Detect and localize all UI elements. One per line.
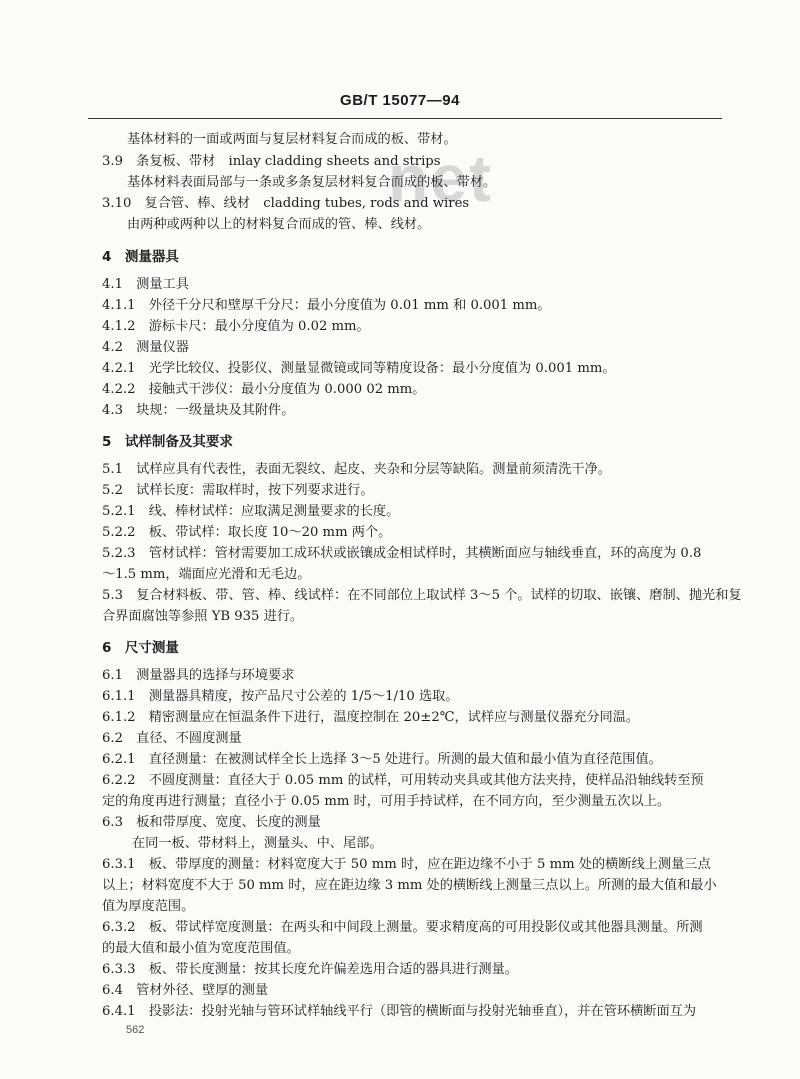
text-line: 以上；材料宽度不大于 50 mm 时，应在距边缘 3 mm 处的横断线上测量三点以上。所测的最大值和最小 xyxy=(102,878,717,893)
text-line: 基体材料的一面或两面与复层材料复合而成的板、带材。 xyxy=(127,132,457,147)
text-line: 由两种或两种以上的材料复合而成的管、棒、线材。 xyxy=(127,217,431,232)
text-line: 在同一板、带材料上，测量头、中、尾部。 xyxy=(132,836,383,851)
standard-header: GB/T 15077—94 xyxy=(340,92,460,109)
text-line: 6.3.3 板、带长度测量：按其长度允许偏差选用合适的器具进行测量。 xyxy=(102,962,518,977)
text-line: 6.3.1 板、带厚度的测量：材料宽度大于 50 mm 时，应在距边缘不小于 5 mm 处的横断线上测量三点 xyxy=(102,857,711,872)
text-line: 6.3 板和带厚度、宽度、长度的测量 xyxy=(102,815,321,830)
text-line: 6.2.2 不圆度测量：直径大于 0.05 mm 的试样，可用转动夹具或其他方法夹持，使样品沿轴线转至预 xyxy=(102,773,704,788)
text-line: 基体材料表面局部与一条或多条复层材料复合而成的板、带材。 xyxy=(127,175,497,190)
text-line: 5.2.2 板、带试样：取长度 10～20 mm 两个。 xyxy=(102,525,392,540)
text-line: 6.4 管材外径、壁厚的测量 xyxy=(102,983,269,998)
text-line: 定的角度再进行测量；直径小于 0.05 mm 时，可用手持试样，在不同方向，至少测量五次以上。 xyxy=(102,794,671,809)
text-line: 4.1.1 外径千分尺和壁厚千分尺：最小分度值为 0.01 mm 和 0.001 mm。 xyxy=(102,298,551,313)
text-line: 6.2.1 直径测量：在被测试样全长上选择 3～5 处进行。所测的最大值和最小值为直径范围值。 xyxy=(102,752,662,767)
text-line: 4.2 测量仪器 xyxy=(102,340,189,355)
text-line: 5.2.3 管材试样：管材需要加工成环状或嵌镶成金相试样时，其横断面应与轴线垂直，环的高度为 0.8 xyxy=(102,546,702,561)
text-line: 4.1 测量工具 xyxy=(102,277,189,292)
text-line: 合界面腐蚀等参照 YB 935 进行。 xyxy=(102,609,304,624)
section-heading: 4 测量器具 xyxy=(102,249,179,265)
header-rule xyxy=(88,118,722,119)
text-line: 6.1.2 精密测量应在恒温条件下进行，温度控制在 20±2℃，试样应与测量仪器充分同温。 xyxy=(102,710,640,725)
text-line: 6.1.1 测量器具精度，按产品尺寸公差的 1/5～1/10 选取。 xyxy=(102,689,459,704)
text-line: 3.10 复合管、棒、线材 cladding tubes, rods and wires xyxy=(102,196,470,211)
text-line: 3.9 条复板、带材 inlay cladding sheets and strips xyxy=(102,154,441,169)
text-line: 4.1.2 游标卡尺：最小分度值为 0.02 mm。 xyxy=(102,319,370,334)
text-line: 值为厚度范围。 xyxy=(102,899,195,914)
text-line: 6.3.2 板、带试样宽度测量：在两头和中间段上测量。要求精度高的可用投影仪或其他器具测量。所测 xyxy=(102,920,703,935)
text-line: 5.2.1 线、棒材试样：应取满足测量要求的长度。 xyxy=(102,504,400,519)
section-heading: 5 试样制备及其要求 xyxy=(102,434,233,450)
section-heading: 6 尺寸测量 xyxy=(102,640,179,656)
text-line: 6.1 测量器具的选择与环境要求 xyxy=(102,668,295,683)
text-line: ～1.5 mm，端面应光滑和无毛边。 xyxy=(102,567,311,582)
text-line: 5.1 试样应具有代表性，表面无裂纹、起皮、夹杂和分层等缺陷。测量前须清洗干净。 xyxy=(102,462,611,477)
watermark: net xyxy=(388,141,493,215)
text-line: 4.3 块规：一级量块及其附件。 xyxy=(102,403,295,418)
page-number: 562 xyxy=(126,1024,145,1036)
text-line: 5.2 试样长度：需取样时，按下列要求进行。 xyxy=(102,483,374,498)
text-line: 4.2.2 接触式干涉仪：最小分度值为 0.000 02 mm。 xyxy=(102,382,426,397)
text-line: 6.4.1 投影法：投射光轴与管环试样轴线平行（即管的横断面与投射光轴垂直），并在管环横断面互为 xyxy=(102,1004,697,1019)
text-line: 的最大值和最小值为宽度范围值。 xyxy=(102,941,300,956)
text-line: 4.2.1 光学比较仪、投影仪、测量显微镜或同等精度设备：最小分度值为 0.001 mm。 xyxy=(102,361,616,376)
text-line: 5.3 复合材料板、带、管、棒、线试样：在不同部位上取试样 3～5 个。试样的切取、嵌镶、磨制、抛光和复 xyxy=(102,588,742,603)
text-line: 6.2 直径、不圆度测量 xyxy=(102,731,242,746)
